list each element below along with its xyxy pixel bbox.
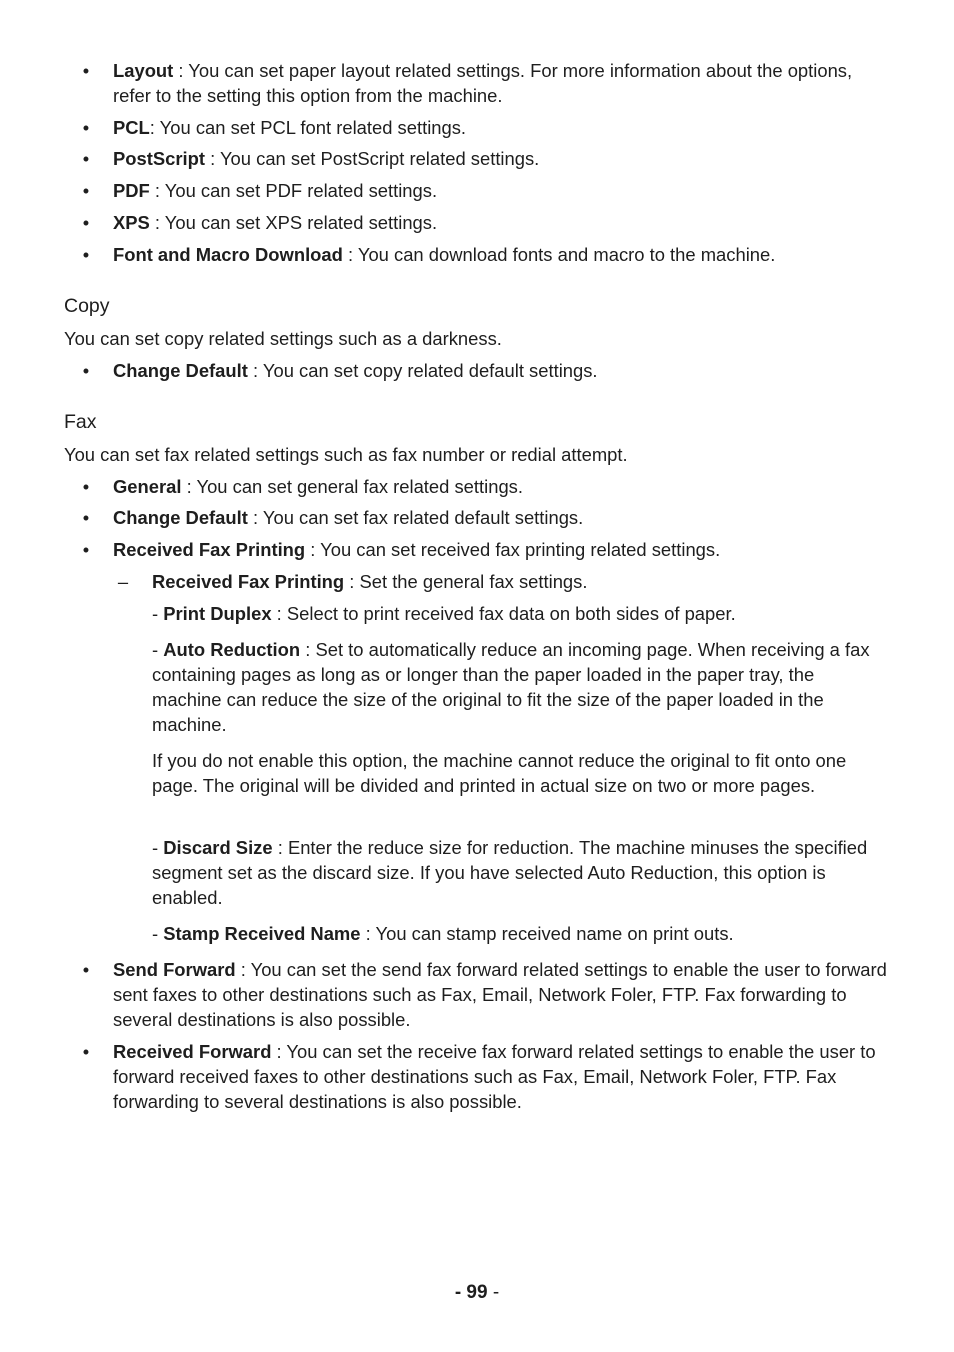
bullet-marker: • bbox=[82, 148, 90, 169]
item-term: Received Forward bbox=[113, 1041, 272, 1062]
fax-intro: You can set fax related settings such as fax number or redial attempt. bbox=[64, 444, 628, 465]
option-term: Discard Size bbox=[163, 837, 273, 858]
item-text: : You can download fonts and macro to the machine. bbox=[342, 244, 776, 265]
item-text: : You can set PCL font related settings. bbox=[149, 117, 467, 138]
section-heading-fax: Fax bbox=[64, 411, 97, 433]
list-item-pcl bbox=[113, 115, 888, 140]
bullet-marker: • bbox=[82, 212, 90, 233]
section-heading-copy: Copy bbox=[64, 295, 110, 317]
list-item-pdf bbox=[113, 178, 888, 203]
bullet-marker: • bbox=[82, 959, 90, 980]
page-number-prefix: - bbox=[454, 1282, 467, 1303]
list-item-fax-change-default bbox=[113, 505, 888, 530]
item-term: Layout bbox=[113, 60, 174, 81]
option-prefix: - bbox=[152, 603, 164, 624]
item-term: Font and Macro Download bbox=[113, 244, 343, 265]
bullet-marker: • bbox=[82, 360, 90, 381]
item-text: : You can set received fax printing related settings. bbox=[305, 539, 721, 560]
bullet-marker: • bbox=[82, 180, 90, 201]
option-text: : Set to automatically reduce an incoming page. When receiving a fax containing pages as long as or longer than the paper loaded in the paper tray, the machine can reduce the size of the original to fit the size of the paper loaded in the machine. bbox=[152, 639, 870, 735]
item-text: : You can set PostScript related settings. bbox=[204, 148, 540, 169]
dash-marker: – bbox=[117, 571, 129, 592]
item-text: : You can set the send fax forward related settings to enable the user to forward sent faxes to other destinations such as Fax, Email, Network Foler, FTP. Fax forwarding to several destinations is also possible. bbox=[113, 959, 887, 1030]
option-discard-size bbox=[152, 835, 888, 910]
option-stamp-received-name bbox=[152, 921, 888, 946]
item-term: XPS bbox=[113, 212, 150, 233]
item-term: PDF bbox=[113, 180, 150, 201]
item-text: : You can set fax related default settings. bbox=[247, 507, 584, 528]
option-text: : Enter the reduce size for reduction. The machine minuses the specified segment set as the discard size. If you have selected Auto Reduction, this option is enabled. bbox=[152, 837, 868, 908]
list-item-font-macro-download bbox=[113, 242, 888, 267]
list-item-received-fax-printing bbox=[113, 537, 888, 562]
option-prefix: - bbox=[152, 837, 164, 858]
item-term: PCL bbox=[113, 117, 150, 138]
item-term: PostScript bbox=[113, 148, 205, 169]
option-print-duplex bbox=[152, 601, 888, 626]
item-term: Send Forward bbox=[113, 959, 236, 980]
option-term: Auto Reduction bbox=[163, 639, 301, 660]
bullet-marker: • bbox=[82, 244, 90, 265]
item-term: Received Fax Printing bbox=[113, 539, 306, 560]
list-item-copy-change-default bbox=[113, 358, 888, 383]
page-number bbox=[0, 1280, 954, 1305]
list-item-send-forward bbox=[113, 957, 888, 1032]
item-text: : Set the general fax settings. bbox=[344, 571, 588, 592]
bullet-marker: • bbox=[82, 117, 90, 138]
item-text: : You can set copy related default settings. bbox=[247, 360, 598, 381]
item-text: : You can set the receive fax forward related settings to enable the user to forward received faxes to other destinations such as Fax, Email, Network Foler, FTP. Fax forwarding to several destinations is also possible. bbox=[113, 1041, 876, 1112]
list-item-layout bbox=[113, 58, 888, 108]
list-item-postscript bbox=[113, 146, 888, 171]
item-text: : You can set general fax related settings. bbox=[181, 476, 523, 497]
bullet-marker: • bbox=[82, 476, 90, 497]
item-text: : You can set paper layout related settings. For more information about the options, refer to the setting this option from the machine. bbox=[113, 60, 853, 106]
copy-intro: You can set copy related settings such as a darkness. bbox=[64, 328, 502, 349]
option-auto-reduction bbox=[152, 637, 888, 737]
option-prefix: - bbox=[152, 923, 164, 944]
item-text: : You can set PDF related settings. bbox=[149, 180, 438, 201]
option-prefix: - bbox=[152, 639, 164, 660]
item-term: Change Default bbox=[113, 360, 248, 381]
list-item-general bbox=[113, 474, 888, 499]
item-text: : You can set XPS related settings. bbox=[149, 212, 438, 233]
list-item-received-forward bbox=[113, 1039, 888, 1114]
option-term: Print Duplex bbox=[163, 603, 272, 624]
option-text: : You can stamp received name on print outs. bbox=[360, 923, 734, 944]
page-number-suffix: - bbox=[487, 1282, 500, 1303]
bullet-marker: • bbox=[82, 539, 90, 560]
item-term: Change Default bbox=[113, 507, 248, 528]
page-number-value: 99 bbox=[466, 1282, 488, 1303]
option-text: : Select to print received fax data on both sides of paper. bbox=[271, 603, 736, 624]
item-term: Received Fax Printing bbox=[152, 571, 345, 592]
bullet-marker: • bbox=[82, 507, 90, 528]
list-item-xps bbox=[113, 210, 888, 235]
item-term: General bbox=[113, 476, 182, 497]
bullet-marker: • bbox=[82, 60, 90, 81]
bullet-marker: • bbox=[82, 1041, 90, 1062]
sub-item-received-fax-printing bbox=[152, 569, 888, 594]
option-term: Stamp Received Name bbox=[163, 923, 361, 944]
auto-reduction-note: If you do not enable this option, the machine cannot reduce the original to fit onto one page. The original will be divided and printed in actual size on two or more pages. bbox=[152, 750, 847, 796]
